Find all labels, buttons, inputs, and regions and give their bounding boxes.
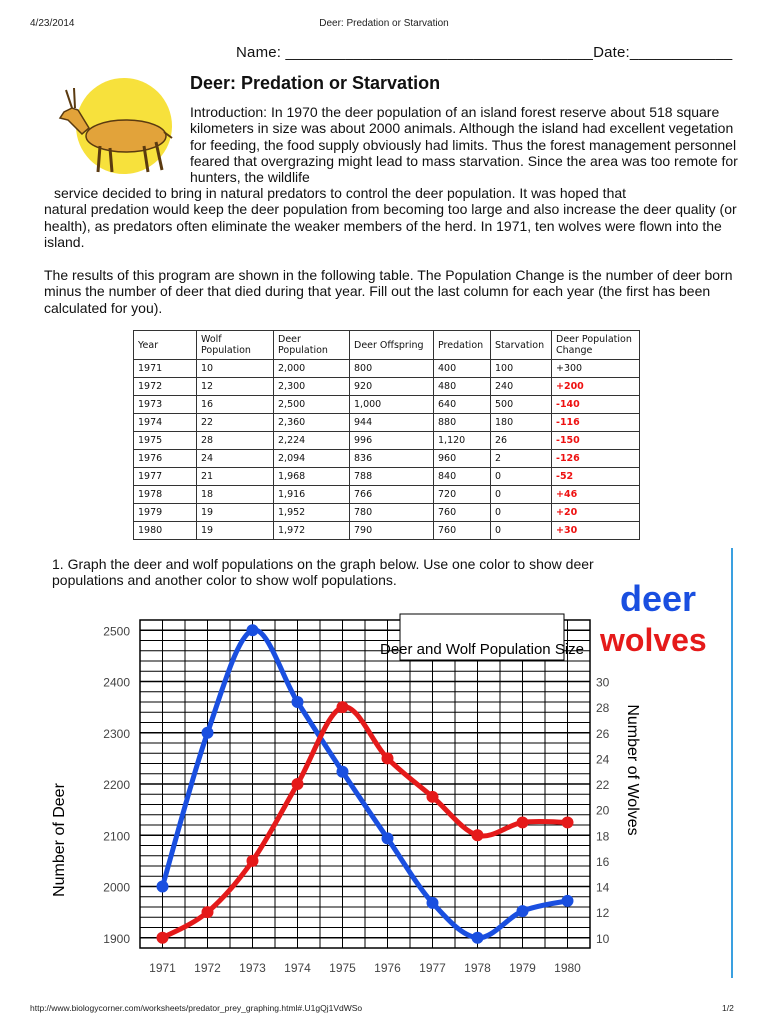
y-tick-label: 2400 — [103, 675, 130, 690]
wolves-point — [472, 829, 484, 841]
table-cell: 19 — [197, 522, 274, 540]
deer-point — [292, 696, 304, 708]
table-cell: -150 — [552, 432, 640, 450]
table-cell: 2,360 — [274, 414, 350, 432]
table-cell: 28 — [197, 432, 274, 450]
table-cell: 480 — [434, 378, 491, 396]
y2-tick-label: 28 — [596, 701, 610, 716]
table-cell: 1,120 — [434, 432, 491, 450]
wolves-point — [157, 932, 169, 944]
table-cell: 760 — [434, 504, 491, 522]
table-cell: 26 — [491, 432, 552, 450]
table-cell: 1972 — [134, 378, 197, 396]
col-year: Year — [134, 331, 197, 360]
table-row — [134, 414, 640, 432]
deer-point — [517, 905, 529, 917]
table-cell: 0 — [491, 522, 552, 540]
table-row — [134, 522, 640, 540]
x-tick-label: 1977 — [419, 961, 446, 975]
table-cell: 1980 — [134, 522, 197, 540]
name-date-line: Name: ____________________________________Date:____________ — [236, 44, 733, 61]
chart-title: Deer and Wolf Population Size — [379, 641, 585, 658]
edge-line — [731, 548, 733, 978]
wolves-point — [247, 855, 259, 867]
wolves-point — [517, 816, 529, 828]
table-cell: -140 — [552, 396, 640, 414]
table-row — [134, 450, 640, 468]
table-cell: 1,972 — [274, 522, 350, 540]
table-header-row — [134, 331, 640, 360]
table-cell: +300 — [552, 360, 640, 378]
table-cell: 880 — [434, 414, 491, 432]
y-tick-label: 2300 — [103, 726, 130, 741]
doc-title: Deer: Predation or Starvation — [190, 73, 441, 93]
table-cell: 12 — [197, 378, 274, 396]
intro-paragraph-part1: Introduction: In 1970 the deer population of an island forest reserve about 518 square kilometers in size was about 2000 animals. Although the island had excellent vegetation for feeding, the food supply obviously had limits. Thus the forest management personnel feared that overgrazing might lead to mass starvation. Since the area was too remote for hunters, the wildlife — [190, 104, 738, 186]
y-tick-label: 2100 — [103, 829, 130, 844]
table-cell: 2 — [491, 450, 552, 468]
deer-point — [157, 881, 169, 893]
col-deer: Deer Population — [274, 331, 350, 360]
population-graph — [40, 610, 660, 980]
table-body — [134, 360, 640, 540]
col-change: Deer Population Change — [552, 331, 640, 360]
table-cell: 16 — [197, 396, 274, 414]
table-cell: 100 — [491, 360, 552, 378]
footer-url: http://www.biologycorner.com/worksheets/predator_prey_graphing.html#.U1gQj1VdWSo — [30, 1003, 363, 1013]
table-cell: 18 — [197, 486, 274, 504]
x-tick-label: 1971 — [149, 961, 176, 975]
table-cell: 500 — [491, 396, 552, 414]
deer-point — [382, 832, 394, 844]
x-tick-label: 1973 — [239, 961, 266, 975]
table-cell: 760 — [434, 522, 491, 540]
footer-page: 1/2 — [722, 1003, 734, 1013]
deer-illustration — [44, 76, 184, 176]
y-tick-label: 2200 — [103, 778, 130, 792]
wolves-point — [202, 906, 214, 918]
deer-point — [247, 624, 259, 636]
table-cell: 1,916 — [274, 486, 350, 504]
x-tick-label: 1979 — [509, 961, 536, 975]
table-cell: 780 — [350, 504, 434, 522]
wolves-point — [337, 701, 349, 713]
y2-tick-label: 26 — [596, 726, 610, 741]
x-tick-label: 1975 — [329, 961, 356, 975]
deer-point — [562, 895, 574, 907]
table-cell: 0 — [491, 486, 552, 504]
table-cell: 2,000 — [274, 360, 350, 378]
print-date: 4/23/2014 — [30, 18, 75, 29]
table-cell: 1974 — [134, 414, 197, 432]
table-cell: 640 — [434, 396, 491, 414]
table-cell: +200 — [552, 378, 640, 396]
table-cell: +30 — [552, 522, 640, 540]
table-cell: 0 — [491, 468, 552, 486]
y-tick-label: 2000 — [103, 880, 130, 895]
table-cell: 1976 — [134, 450, 197, 468]
wolves-point — [427, 791, 439, 803]
table-cell: 836 — [350, 450, 434, 468]
table-cell: 400 — [434, 360, 491, 378]
question-1: 1. Graph the deer and wolf populations on the graph below. Use one color to show deer populations and another color to show wolf populations. — [52, 556, 594, 588]
graph-grid — [140, 620, 590, 948]
table-cell: 0 — [491, 504, 552, 522]
wolves-point — [292, 778, 304, 790]
table-row — [134, 378, 640, 396]
wolves-point — [562, 816, 574, 828]
results-paragraph: The results of this program are shown in the following table. The Population Change is the number of deer born minus the number of deer that died during that year. Fill out the last column for each year (the first has been calculated for you). — [44, 267, 733, 316]
table-cell: 2,300 — [274, 378, 350, 396]
table-row — [134, 396, 640, 414]
table-cell: 1971 — [134, 360, 197, 378]
y2-tick-label: 18 — [596, 829, 610, 844]
intro-rest: natural predation would keep the deer population from becoming too large and also increase the deer quality (or health), as predators often eliminate the weaker members of the herd. In 1971, ten wolves were flown into the island. — [44, 201, 737, 250]
y-axis-label: Number of Deer — [51, 783, 68, 897]
table-cell: 1,968 — [274, 468, 350, 486]
table-cell: 800 — [350, 360, 434, 378]
x-tick-label: 1974 — [284, 961, 311, 975]
table-row — [134, 504, 640, 522]
table-cell: 1977 — [134, 468, 197, 486]
table-cell: 840 — [434, 468, 491, 486]
legend-wolves: wolves — [600, 622, 707, 658]
y-tick-label: 1900 — [103, 931, 130, 946]
x-tick-label: 1980 — [554, 961, 581, 975]
y2-tick-label: 22 — [596, 778, 610, 792]
table-row — [134, 468, 640, 486]
deer-point — [202, 727, 214, 739]
table-cell: 19 — [197, 504, 274, 522]
legend-deer: deer — [620, 578, 697, 619]
table-cell: -116 — [552, 414, 640, 432]
table-cell: 1,952 — [274, 504, 350, 522]
y2-tick-label: 10 — [596, 931, 610, 946]
table-cell: 10 — [197, 360, 274, 378]
table-cell: 960 — [434, 450, 491, 468]
deer-point — [427, 897, 439, 909]
table-cell: 24 — [197, 450, 274, 468]
table-cell: 920 — [350, 378, 434, 396]
y2-tick-label: 24 — [596, 752, 610, 767]
table-cell: 1978 — [134, 486, 197, 504]
table-cell: 21 — [197, 468, 274, 486]
col-wolf: Wolf Population — [197, 331, 274, 360]
wolves-point — [382, 752, 394, 764]
table-cell: 1975 — [134, 432, 197, 450]
table-row — [134, 432, 640, 450]
col-offspring: Deer Offspring — [350, 331, 434, 360]
table-cell: 2,500 — [274, 396, 350, 414]
y2-tick-label: 30 — [596, 675, 610, 690]
table-cell: -126 — [552, 450, 640, 468]
table-cell: 1973 — [134, 396, 197, 414]
population-table — [133, 330, 640, 540]
y2-tick-label: 20 — [596, 803, 610, 818]
table-cell: 1,000 — [350, 396, 434, 414]
deer-point — [337, 766, 349, 778]
y2-tick-label: 14 — [596, 880, 610, 895]
table-cell: +46 — [552, 486, 640, 504]
intro-line: service decided to bring in natural predators to control the deer population. It was hoped that — [54, 185, 627, 201]
deer-point — [472, 932, 484, 944]
table-cell: 996 — [350, 432, 434, 450]
table-cell: -52 — [552, 468, 640, 486]
table-cell: 720 — [434, 486, 491, 504]
col-starvation: Starvation — [491, 331, 552, 360]
table-cell: 790 — [350, 522, 434, 540]
y2-tick-label: 16 — [596, 854, 610, 869]
table-cell: 766 — [350, 486, 434, 504]
table-cell: 788 — [350, 468, 434, 486]
x-tick-label: 1972 — [194, 961, 221, 975]
col-predation: Predation — [434, 331, 491, 360]
table-row — [134, 486, 640, 504]
x-tick-label: 1978 — [464, 961, 491, 975]
x-tick-label: 1976 — [374, 961, 401, 975]
table-cell: 2,094 — [274, 450, 350, 468]
table-cell: 180 — [491, 414, 552, 432]
table-cell: +20 — [552, 504, 640, 522]
y2-axis-label: Number of Wolves — [624, 704, 641, 836]
table-cell: 1979 — [134, 504, 197, 522]
table-cell: 240 — [491, 378, 552, 396]
y-tick-label: 2500 — [103, 624, 130, 639]
intro-paragraph-part2 — [44, 185, 744, 250]
table-cell: 2,224 — [274, 432, 350, 450]
table-cell: 944 — [350, 414, 434, 432]
table-cell: 22 — [197, 414, 274, 432]
table-row — [134, 360, 640, 378]
print-title: Deer: Predation or Starvation — [319, 18, 449, 29]
y2-tick-label: 12 — [596, 906, 610, 921]
